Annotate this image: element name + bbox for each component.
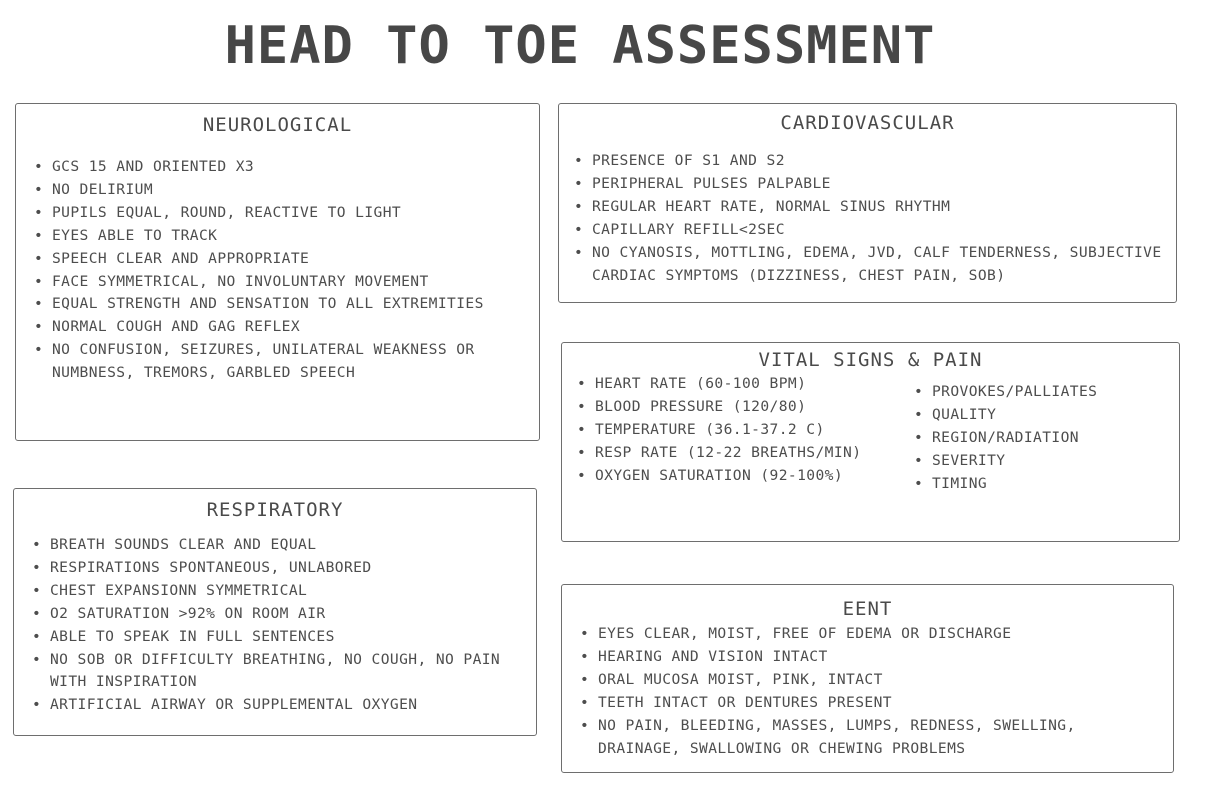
list-item: • EQUAL STRENGTH AND SENSATION TO ALL EXTREMITIES (34, 293, 504, 316)
list-item: • CAPILLARY REFILL<2SEC (574, 219, 1169, 242)
list-item: • BLOOD PRESSURE (120/80) (577, 396, 907, 419)
list-item: • SPEECH CLEAR AND APPROPRIATE (34, 248, 504, 271)
list-item: • RESPIRATIONS SPONTANEOUS, UNLABORED (32, 557, 502, 580)
respiratory-card (13, 488, 537, 736)
list-item: • TIMING (914, 473, 1154, 496)
list-item: • O2 SATURATION >92% ON ROOM AIR (32, 603, 502, 626)
list-item: • NO DELIRIUM (34, 179, 504, 202)
respiratory-heading: RESPIRATORY (206, 499, 344, 521)
pain-assessment-list (914, 381, 1154, 496)
vital-signs-card (561, 342, 1180, 542)
list-item: • GCS 15 AND ORIENTED X3 (34, 156, 504, 179)
list-item: • HEART RATE (60-100 BPM) (577, 373, 907, 396)
list-item: • ORAL MUCOSA MOIST, PINK, INTACT (580, 669, 1160, 692)
cardiovascular-list (574, 150, 1169, 287)
cardiovascular-heading: CARDIOVASCULAR (780, 112, 955, 134)
list-item: • NO SOB OR DIFFICULTY BREATHING, NO COUGH, NO PAIN WITH INSPIRATION (32, 649, 502, 695)
page-title: HEAD TO TOE ASSESSMENT (224, 16, 936, 76)
eent-list (580, 623, 1160, 760)
list-item: • NORMAL COUGH AND GAG REFLEX (34, 316, 504, 339)
list-item: • TEMPERATURE (36.1-37.2 C) (577, 419, 907, 442)
list-item: • PRESENCE OF S1 AND S2 (574, 150, 1169, 173)
respiratory-list (32, 534, 502, 717)
list-item: • NO CYANOSIS, MOTTLING, EDEMA, JVD, CALF TENDERNESS, SUBJECTIVE CARDIAC SYMPTOMS (DIZZINESS, CHEST PAIN, SOB) (574, 242, 1169, 288)
list-item: • PROVOKES/PALLIATES (914, 381, 1154, 404)
list-item: • TEETH INTACT OR DENTURES PRESENT (580, 692, 1160, 715)
list-item: • OXYGEN SATURATION (92-100%) (577, 465, 907, 488)
list-item: • CHEST EXPANSIONN SYMMETRICAL (32, 580, 502, 603)
list-item: • PERIPHERAL PULSES PALPABLE (574, 173, 1169, 196)
list-item: • NO PAIN, BLEEDING, MASSES, LUMPS, REDNESS, SWELLING, DRAINAGE, SWALLOWING OR CHEWING PROBLEMS (580, 715, 1160, 761)
list-item: • ARTIFICIAL AIRWAY OR SUPPLEMENTAL OXYGEN (32, 694, 502, 717)
list-item: • PUPILS EQUAL, ROUND, REACTIVE TO LIGHT (34, 202, 504, 225)
vital-signs-heading: VITAL SIGNS & PAIN (758, 349, 983, 371)
vital-signs-list (577, 373, 907, 488)
list-item: • FACE SYMMETRICAL, NO INVOLUNTARY MOVEMENT (34, 271, 504, 294)
list-item: • HEARING AND VISION INTACT (580, 646, 1160, 669)
list-item: • BREATH SOUNDS CLEAR AND EQUAL (32, 534, 502, 557)
list-item: • REGULAR HEART RATE, NORMAL SINUS RHYTHM (574, 196, 1169, 219)
neurological-card (15, 103, 540, 441)
list-item: • NO CONFUSION, SEIZURES, UNILATERAL WEAKNESS OR NUMBNESS, TREMORS, GARBLED SPEECH (34, 339, 504, 385)
list-item: • SEVERITY (914, 450, 1154, 473)
list-item: • EYES CLEAR, MOIST, FREE OF EDEMA OR DISCHARGE (580, 623, 1160, 646)
cardiovascular-card (558, 103, 1177, 303)
eent-card (561, 584, 1174, 773)
list-item: • REGION/RADIATION (914, 427, 1154, 450)
neurological-list (34, 156, 504, 385)
list-item: • ABLE TO SPEAK IN FULL SENTENCES (32, 626, 502, 649)
neurological-heading: NEUROLOGICAL (202, 114, 353, 136)
list-item: • RESP RATE (12-22 BREATHS/MIN) (577, 442, 907, 465)
list-item: • QUALITY (914, 404, 1154, 427)
list-item: • EYES ABLE TO TRACK (34, 225, 504, 248)
eent-heading: EENT (842, 598, 893, 620)
